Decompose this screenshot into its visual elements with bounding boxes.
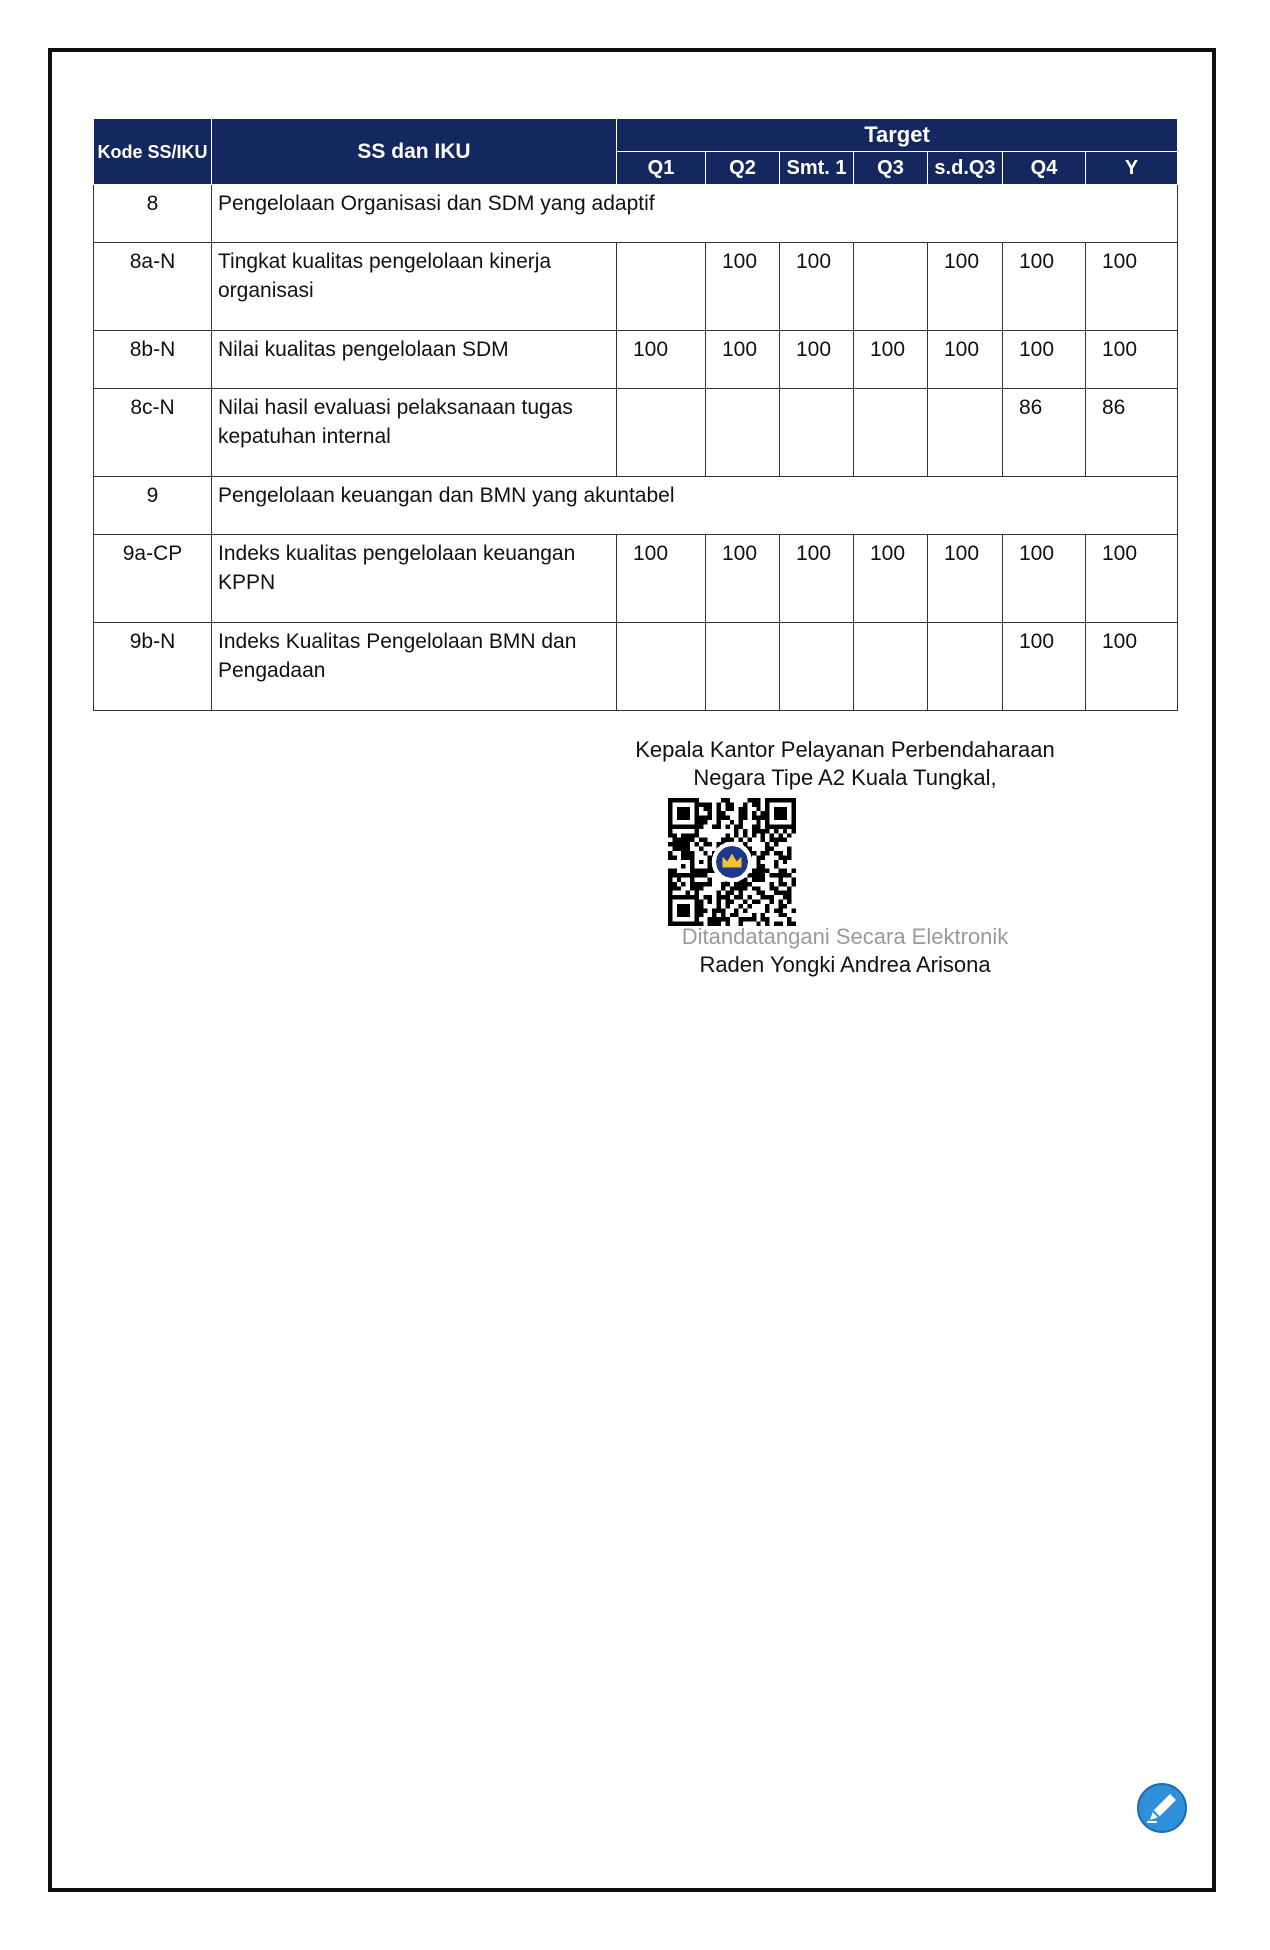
cell-code: 9 [94,477,212,535]
header-target: Target [617,119,1178,152]
cell-value: 100 [1003,535,1086,623]
header-q3: Q3 [854,152,928,185]
header-kode: Kode SS/IKU [94,119,212,185]
cell-value: 100 [1003,623,1086,711]
header-sdq3: s.d.Q3 [928,152,1003,185]
cell-value: 100 [780,535,854,623]
cell-label: Tingkat kualitas pengelolaan kinerja organisasi [212,243,617,331]
signature-name: Raden Yongki Andrea Arisona [699,952,991,977]
cell-value: 100 [706,535,780,623]
cell-value: 100 [928,243,1003,331]
iku-target-table [93,118,1178,711]
cell-value [928,389,1003,477]
header-ss-iku: SS dan IKU [212,119,617,185]
signature-title-line2: Negara Tipe A2 Kuala Tungkal, [693,765,997,790]
table-row [94,389,1178,477]
header-q1: Q1 [617,152,706,185]
table-group-row [94,185,1178,243]
cell-value: 100 [706,331,780,389]
header-y: Y [1086,152,1178,185]
cell-value [617,623,706,711]
cell-value: 86 [1003,389,1086,477]
cell-label: Pengelolaan keuangan dan BMN yang akuntabel [212,477,1178,535]
header-q2: Q2 [706,152,780,185]
signature-block [600,735,1090,793]
cell-value [928,623,1003,711]
cell-value: 100 [780,243,854,331]
cell-value [854,623,928,711]
cell-value [854,389,928,477]
cell-value: 100 [780,331,854,389]
cell-value: 100 [1003,243,1086,331]
cell-label: Nilai hasil evaluasi pelaksanaan tugas kepatuhan internal [212,389,617,477]
table-row [94,623,1178,711]
cell-value [617,389,706,477]
header-smt1: Smt. 1 [780,152,854,185]
cell-code: 9b-N [94,623,212,711]
cell-code: 8 [94,185,212,243]
cell-value [854,243,928,331]
cell-value: 100 [1086,243,1178,331]
cell-value: 100 [706,243,780,331]
cell-value: 100 [1086,535,1178,623]
cell-label: Nilai kualitas pengelolaan SDM [212,331,617,389]
table-row [94,243,1178,331]
cell-value: 100 [854,331,928,389]
cell-value [706,389,780,477]
cell-label: Pengelolaan Organisasi dan SDM yang adaptif [212,185,1178,243]
signature-title-line1: Kepala Kantor Pelayanan Perbendaharaan [635,737,1055,762]
header-q4: Q4 [1003,152,1086,185]
cell-label: Indeks Kualitas Pengelolaan BMN dan Pengadaan [212,623,617,711]
qr-code-icon [668,798,796,926]
pen-badge-icon [1136,1782,1188,1834]
cell-code: 8c-N [94,389,212,477]
cell-value: 100 [617,331,706,389]
cell-value [780,389,854,477]
cell-value: 100 [1086,623,1178,711]
cell-code: 8b-N [94,331,212,389]
cell-value [617,243,706,331]
table-row [94,535,1178,623]
signature-note: Ditandatangani Secara Elektronik [681,924,1009,949]
cell-value: 100 [1086,331,1178,389]
cell-value: 100 [617,535,706,623]
cell-code: 9a-CP [94,535,212,623]
table-row [94,331,1178,389]
cell-code: 8a-N [94,243,212,331]
cell-value: 100 [928,331,1003,389]
cell-label: Indeks kualitas pengelolaan keuangan KPPN [212,535,617,623]
cell-value: 100 [854,535,928,623]
cell-value [706,623,780,711]
table-group-row [94,477,1178,535]
cell-value: 100 [928,535,1003,623]
cell-value: 100 [1003,331,1086,389]
cell-value: 86 [1086,389,1178,477]
cell-value [780,623,854,711]
